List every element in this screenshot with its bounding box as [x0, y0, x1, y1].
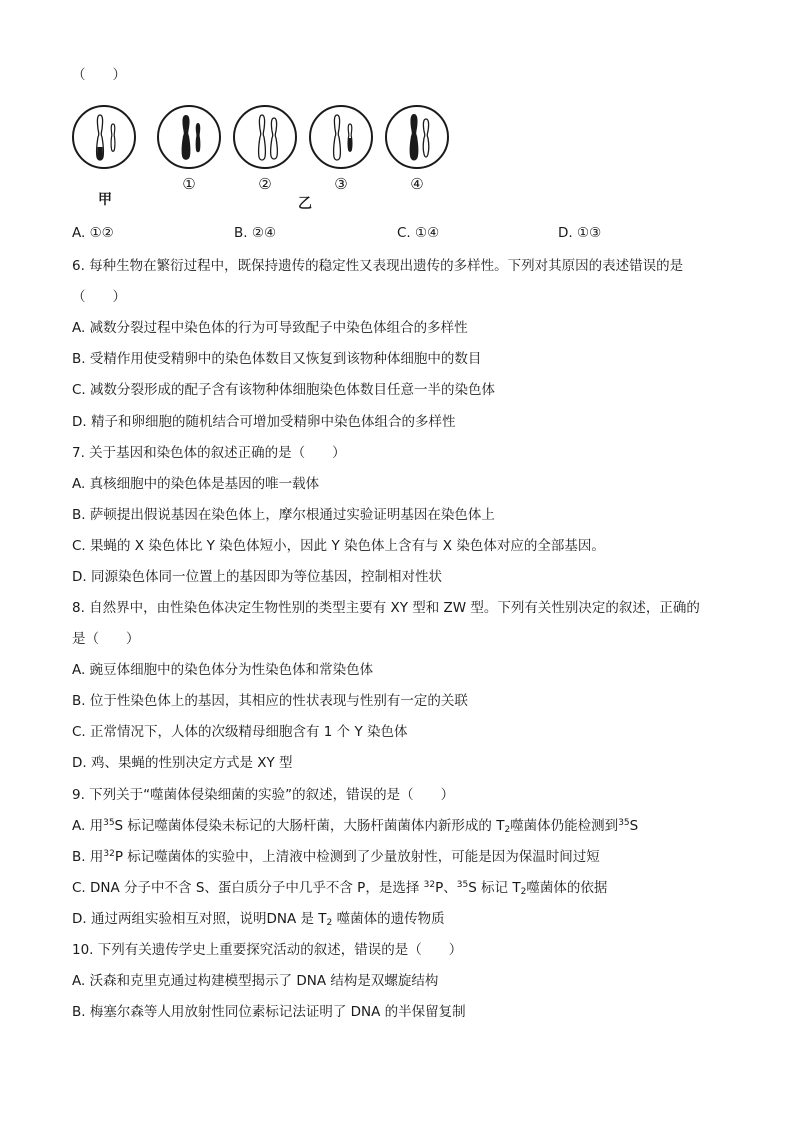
q5-option-b[interactable]: B. ②④: [234, 225, 277, 241]
cell-3-chromosome-icon: [309, 105, 373, 169]
q7-stem: 7. 关于基因和染色体的叙述正确的是（ ）: [72, 445, 346, 461]
q9-option-c[interactable]: C. DNA 分子中不含 S、蛋白质分子中几乎不含 P，是选择 $^{32}$P、$^{35}$S 标记 $T_2$噬菌体的依据: [72, 880, 608, 897]
cell-label-1: ①: [182, 175, 196, 193]
q8-stem: 8. 自然界中，由性染色体决定生物性别的类型主要有 XY 型和 ZW 型。下列有关性别决定的叙述，正确的: [72, 600, 700, 616]
q6-stem: 6. 每种生物在繁衍过程中，既保持遗传的稳定性又表现出遗传的多样性。下列对其原因的表述错误的是: [72, 258, 684, 274]
q7-option-c[interactable]: C. 果蝇的 X 染色体比 Y 染色体短小，因此 Y 染色体上含有与 X 染色体对应的全部基因。: [72, 538, 605, 554]
q9-stem: 9. 下列关于“噬菌体侵染细菌的实验”的叙述，错误的是（ ）: [72, 787, 455, 803]
q5-option-d[interactable]: D. ①③: [558, 225, 602, 241]
q9-option-a[interactable]: A. 用$^{35}$S 标记噬菌体侵染未标记的大肠杆菌，大肠杆菌菌体内新形成的 $T_2$噬菌体仍能检测到$^{35}$S: [72, 818, 639, 835]
q10-option-b[interactable]: B. 梅塞尔森等人用放射性同位素标记法证明了 DNA 的半保留复制: [72, 1004, 466, 1020]
q5-option-a[interactable]: A. ①②: [72, 225, 114, 241]
q10-option-a[interactable]: A. 沃森和克里克通过构建模型揭示了 DNA 结构是双螺旋结构: [72, 973, 439, 989]
q6-stem-cont: （ ）: [72, 289, 126, 305]
q8-option-a[interactable]: A. 豌豆体细胞中的染色体分为性染色体和常染色体: [72, 662, 374, 678]
q8-option-b[interactable]: B. 位于性染色体上的基因，其相应的性状表现与性别有一定的关联: [72, 693, 468, 709]
q6-option-b[interactable]: B. 受精作用使受精卵中的染色体数目又恢复到该物种体细胞中的数目: [72, 351, 482, 367]
q8-option-d[interactable]: D. 鸡、果蝇的性别决定方式是 XY 型: [72, 755, 293, 771]
cell-label-3: ③: [334, 175, 348, 193]
cell-1-chromosome-icon: [157, 105, 221, 169]
q5-answer-bracket: （ ）: [72, 67, 126, 83]
group-label-yi: 乙: [298, 196, 312, 212]
q7-option-a[interactable]: A. 真核细胞中的染色体是基因的唯一载体: [72, 476, 320, 492]
chromosome-figure: [72, 98, 452, 218]
q5-option-c[interactable]: C. ①④: [397, 225, 440, 241]
cell-label-2: ②: [258, 175, 272, 193]
cell-2-chromosome-icon: [233, 105, 297, 169]
q6-option-d[interactable]: D. 精子和卵细胞的随机结合可增加受精卵中染色体组合的多样性: [72, 414, 456, 430]
q6-option-c[interactable]: C. 减数分裂形成的配子含有该物种体细胞染色体数目任意一半的染色体: [72, 382, 496, 398]
q9-option-d[interactable]: D. 通过两组实验相互对照，说明DNA 是 $T_2$ 噬菌体的遗传物质: [72, 911, 445, 928]
q7-option-d[interactable]: D. 同源染色体同一位置上的基因即为等位基因，控制相对性状: [72, 569, 442, 585]
q10-stem: 10. 下列有关遗传学史上重要探究活动的叙述，错误的是（ ）: [72, 942, 463, 958]
q5-options: [72, 225, 732, 243]
q8-option-c[interactable]: C. 正常情况下，人体的次级精母细胞含有 1 个 Y 染色体: [72, 724, 408, 740]
cell-label-4: ④: [410, 175, 424, 193]
group-label-jia: 甲: [98, 192, 112, 208]
q9-option-b[interactable]: B. 用$^{32}$P 标记噬菌体的实验中，上清液中检测到了少量放射性，可能是因为保温时间过短: [72, 849, 600, 865]
cell-4-chromosome-icon: [385, 105, 449, 169]
q8-stem-cont: 是（ ）: [72, 631, 140, 647]
q7-option-b[interactable]: B. 萨顿提出假说基因在染色体上，摩尔根通过实验证明基因在染色体上: [72, 507, 495, 523]
q6-option-a[interactable]: A. 减数分裂过程中染色体的行为可导致配子中染色体组合的多样性: [72, 320, 468, 336]
cell-jia-chromosome-icon: [72, 105, 136, 169]
